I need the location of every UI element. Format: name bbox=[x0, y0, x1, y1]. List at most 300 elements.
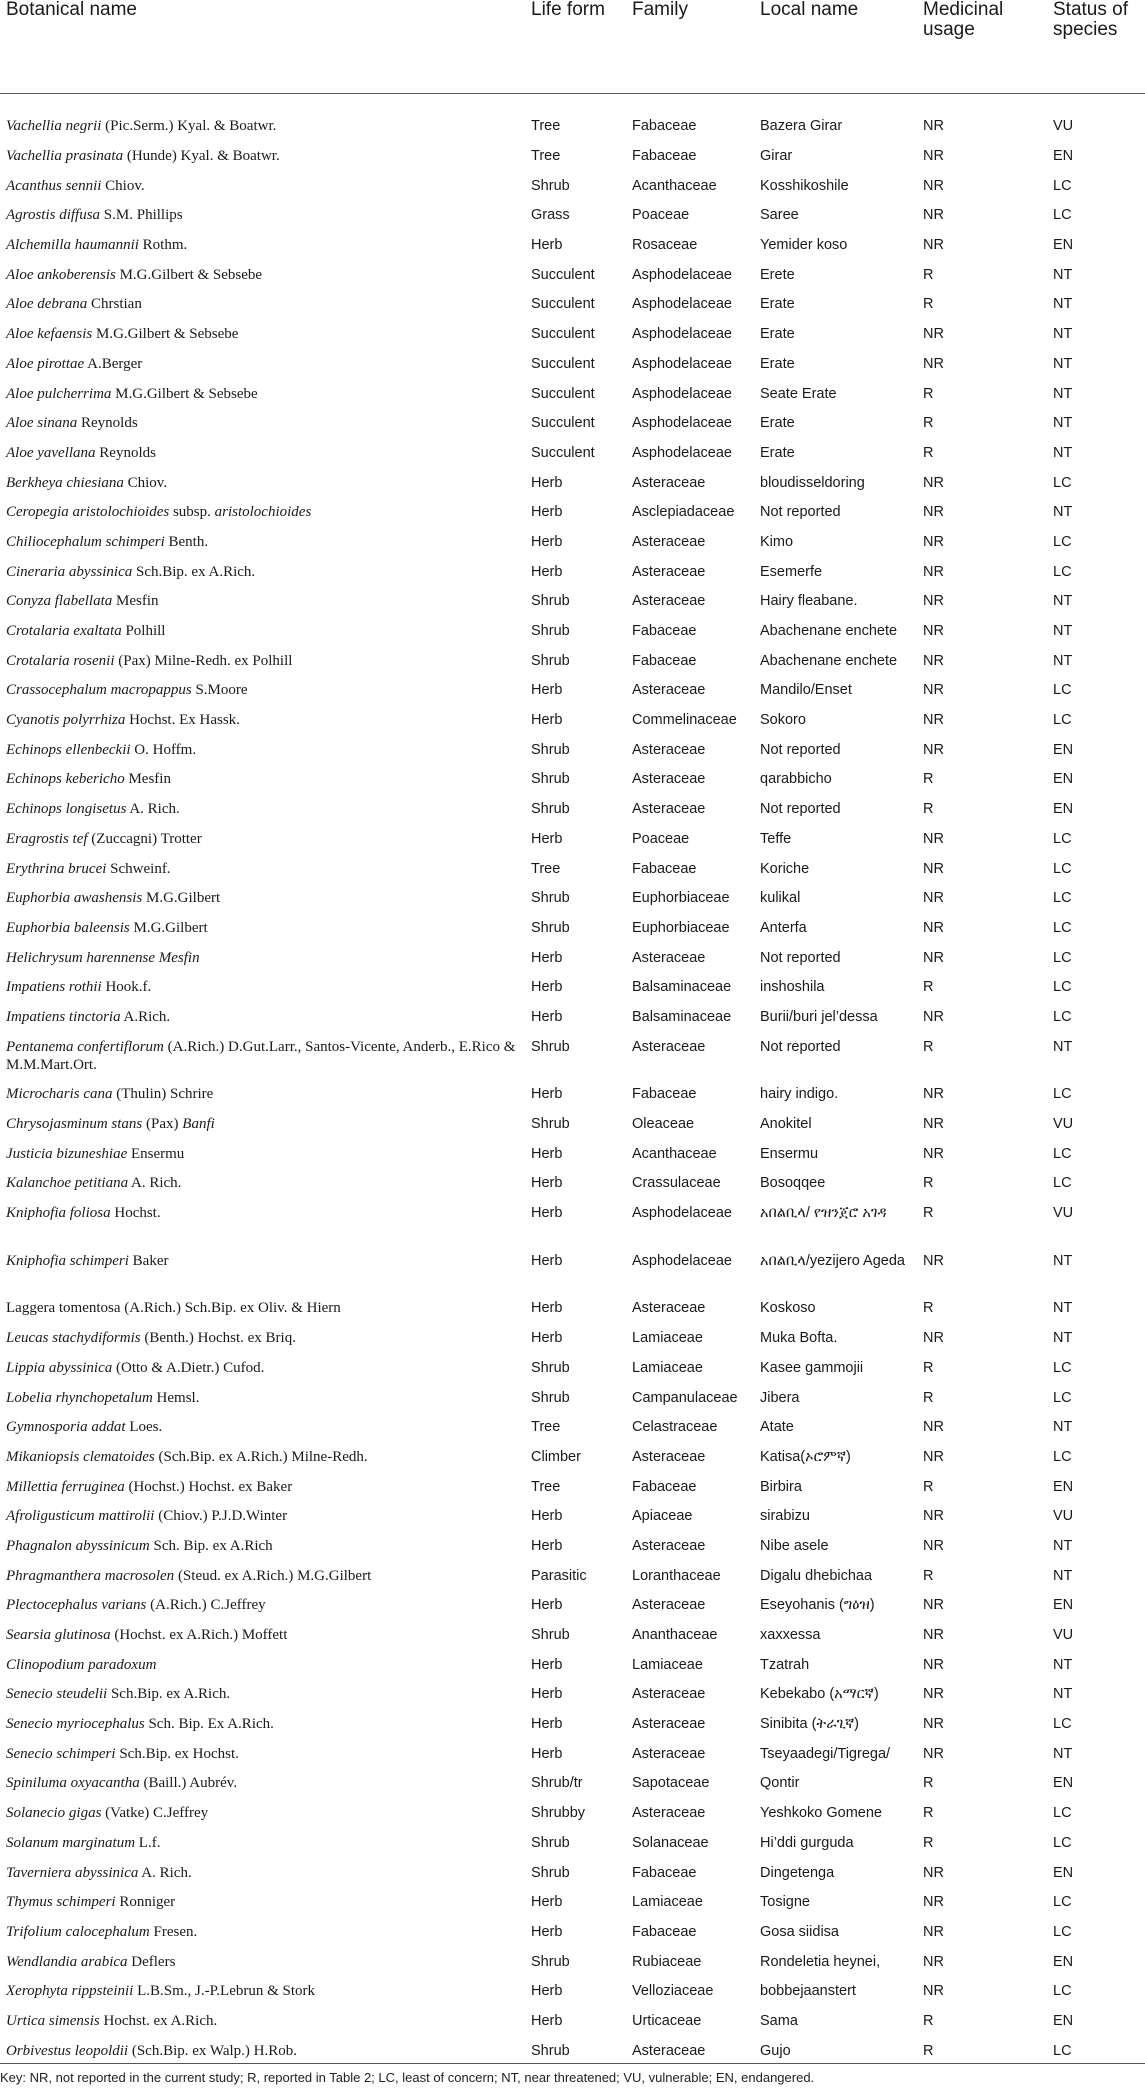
cell-life-form: Tree bbox=[531, 118, 561, 134]
cell-status: NT bbox=[1053, 1567, 1073, 1584]
species-author: (Sch.Bip. ex Walp.) H.Rob. bbox=[128, 2042, 297, 2059]
species-author: Mesfin bbox=[112, 593, 159, 610]
cell-botanical-name bbox=[0, 1826, 525, 1856]
species-epithet: Plectocephalus varians bbox=[6, 1597, 147, 1614]
cell-medicinal-usage: NR bbox=[923, 326, 944, 343]
cell-family: Asteraceae bbox=[632, 741, 706, 758]
species-author: (Hochst. ex A.Rich.) Moffett bbox=[110, 1627, 288, 1643]
species-epithet: Crassocephalum macropappus bbox=[6, 682, 192, 699]
cell-family: Fabaceae bbox=[632, 1923, 697, 1940]
cell-medicinal-usage: NR bbox=[923, 1923, 944, 1940]
cell-botanical-name bbox=[0, 1766, 525, 1796]
cell-botanical-name bbox=[0, 93, 525, 139]
table-row bbox=[0, 258, 1145, 288]
cell-botanical-name bbox=[0, 673, 525, 703]
cell-botanical-name bbox=[0, 1470, 525, 1500]
table-row bbox=[0, 1974, 1145, 2004]
species-epithet: Erythrina brucei bbox=[6, 860, 107, 877]
cell-botanical-name bbox=[0, 584, 525, 614]
species-author: L.B.Sm., J.-P.Lebrun & Stork bbox=[133, 1983, 316, 2000]
cell-local-name: Sama bbox=[760, 2012, 798, 2029]
cell-family: Asphodelaceae bbox=[632, 296, 732, 313]
species-epithet: Euphorbia baleensis bbox=[6, 919, 130, 936]
cell-botanical-name bbox=[0, 1588, 525, 1618]
species-epithet: Urtica simensis bbox=[6, 2012, 100, 2029]
table-row bbox=[0, 1137, 1145, 1167]
table-row bbox=[0, 822, 1145, 852]
cell-medicinal-usage: NR bbox=[923, 1953, 944, 1970]
cell-local-name: Dingetenga bbox=[760, 1864, 835, 1881]
cell-medicinal-usage: R bbox=[923, 1175, 934, 1192]
cell-life-form: Succulent bbox=[531, 355, 595, 372]
cell-life-form: Grass bbox=[531, 207, 570, 224]
cell-life-form: Shrub bbox=[531, 593, 570, 610]
table-row bbox=[0, 1196, 1145, 1244]
cell-family: Asphodelaceae bbox=[632, 385, 732, 402]
cell-botanical-name bbox=[0, 1000, 525, 1030]
cell-medicinal-usage: NR bbox=[923, 1864, 944, 1881]
cell-life-form: Parasitic bbox=[531, 1567, 587, 1584]
cell-botanical-name bbox=[0, 1677, 525, 1707]
table-row bbox=[0, 525, 1145, 555]
cell-family: Acanthaceae bbox=[632, 1145, 717, 1162]
cell-status: NT bbox=[1053, 385, 1073, 402]
cell-medicinal-usage: NR bbox=[923, 1656, 944, 1673]
cell-local-name: አበልቢላ/ የዝንጀሮ አገዳ bbox=[760, 1205, 887, 1222]
cell-life-form: Herb bbox=[531, 949, 563, 966]
cell-life-form: Herb bbox=[531, 1086, 563, 1103]
cell-life-form: Shrub bbox=[531, 741, 570, 758]
cell-life-form: Shrubby bbox=[531, 1805, 586, 1822]
cell-status: LC bbox=[1053, 1359, 1072, 1376]
species-epithet: Millettia ferruginea bbox=[6, 1478, 125, 1495]
cell-status: NT bbox=[1053, 1038, 1073, 1055]
cell-local-name: Ensermu bbox=[760, 1145, 819, 1162]
cell-life-form: Herb bbox=[531, 1537, 563, 1554]
cell-botanical-name bbox=[0, 1077, 525, 1107]
species-epithet: Senecio steudelii bbox=[6, 1686, 108, 1703]
cell-medicinal-usage: NR bbox=[923, 1537, 944, 1554]
cell-family: Asteraceae bbox=[632, 593, 706, 610]
species-author: Polhill bbox=[121, 623, 166, 639]
species-epithet: Agrostis diffusa bbox=[6, 207, 101, 224]
cell-local-name: sirabizu bbox=[760, 1508, 810, 1525]
cell-local-name: Koskoso bbox=[760, 1300, 816, 1317]
cell-local-name: Erate bbox=[760, 444, 795, 461]
table-row bbox=[0, 733, 1145, 763]
cell-local-name: Gosa siidisa bbox=[760, 1923, 839, 1940]
cell-status: LC bbox=[1053, 1008, 1072, 1025]
cell-medicinal-usage: NR bbox=[923, 593, 944, 610]
cell-status: LC bbox=[1053, 860, 1072, 877]
cell-life-form: Herb bbox=[531, 1508, 563, 1525]
cell-local-name: Saree bbox=[760, 207, 799, 224]
species-author: S.M. Phillips bbox=[100, 207, 183, 224]
table-row bbox=[0, 1410, 1145, 1440]
cell-local-name: Sinibita (ትራጊኛ) bbox=[760, 1716, 860, 1733]
cell-local-name: Eseyohanis (ግዕዝ) bbox=[760, 1597, 875, 1614]
cell-local-name: xaxxessa bbox=[760, 1627, 821, 1643]
cell-botanical-name bbox=[0, 1648, 525, 1678]
cell-family: Campanulaceae bbox=[632, 1389, 738, 1406]
species-author: (Otto & A.Dietr.) Cufod. bbox=[112, 1359, 265, 1376]
cell-life-form: Shrub bbox=[525, 2034, 626, 2064]
cell-status: LC bbox=[1053, 474, 1072, 491]
species-epithet: Chiliocephalum schimperi bbox=[6, 533, 165, 550]
species-epithet: Cyanotis polyrrhiza bbox=[6, 712, 126, 729]
cell-life-form: Herb bbox=[531, 1983, 563, 2000]
cell-local-name: Mandilo/Enset bbox=[760, 682, 852, 699]
species-author: Chrstian bbox=[87, 296, 142, 313]
cell-local-name: Qontir bbox=[760, 1775, 800, 1792]
cell-status: LC bbox=[1053, 207, 1072, 224]
cell-status: VU bbox=[1053, 1205, 1074, 1222]
cell-status: NT bbox=[1053, 355, 1073, 372]
cell-botanical-name bbox=[0, 881, 525, 911]
cell-botanical-name bbox=[0, 762, 525, 792]
cell-family: Asteraceae bbox=[632, 533, 706, 550]
cell-status: NT bbox=[1053, 1656, 1073, 1673]
species-author: M.G.Gilbert bbox=[129, 919, 208, 936]
cell-botanical-name bbox=[0, 555, 525, 585]
cell-status: LC bbox=[1053, 1834, 1072, 1851]
cell-life-form: Succulent bbox=[531, 385, 595, 402]
cell-botanical-name bbox=[0, 317, 525, 347]
cell-botanical-name bbox=[0, 1885, 525, 1915]
cell-local-name: Yemider koso bbox=[760, 237, 848, 254]
cell-botanical-name bbox=[0, 198, 525, 228]
table-row bbox=[0, 1529, 1145, 1559]
species-author: O. Hoffm. bbox=[130, 741, 197, 758]
cell-status: NT bbox=[1053, 504, 1073, 521]
cell-botanical-name bbox=[0, 792, 525, 822]
species-epithet: Crotalaria exaltata bbox=[6, 623, 122, 639]
species-author: (Baill.) Aubrév. bbox=[139, 1775, 238, 1792]
cell-medicinal-usage: NR bbox=[923, 1252, 944, 1269]
cell-botanical-name bbox=[0, 822, 525, 852]
cell-medicinal-usage: NR bbox=[923, 1508, 944, 1525]
cell-life-form: Succulent bbox=[531, 326, 595, 343]
cell-medicinal-usage: NR bbox=[923, 1008, 944, 1025]
cell-botanical-name bbox=[0, 1291, 525, 1321]
cell-life-form: Tree bbox=[531, 860, 561, 877]
cell-botanical-name bbox=[0, 1410, 525, 1440]
cell-family: Asteraceae bbox=[632, 949, 706, 966]
cell-family: Velloziaceae bbox=[632, 1983, 714, 2000]
table-row bbox=[0, 1166, 1145, 1196]
species-epithet: Kniphofia schimperi bbox=[6, 1252, 129, 1269]
cell-family: Asteraceae bbox=[632, 1716, 706, 1733]
cell-family: Fabaceae bbox=[632, 652, 697, 669]
cell-medicinal-usage: NR bbox=[923, 860, 944, 877]
species-author: (Vatke) C.Jeffrey bbox=[101, 1805, 209, 1822]
table-row bbox=[0, 347, 1145, 377]
cell-botanical-name bbox=[0, 377, 525, 407]
cell-medicinal-usage: NR bbox=[923, 355, 944, 372]
cell-family: Apiaceae bbox=[632, 1508, 693, 1525]
cell-botanical-name bbox=[0, 1321, 525, 1351]
table-row bbox=[0, 1000, 1145, 1030]
cell-medicinal-usage: NR bbox=[923, 830, 944, 847]
cell-botanical-name bbox=[0, 347, 525, 377]
species-author: M.G.Gilbert & Sebsebe bbox=[115, 266, 263, 283]
cell-local-name: Teffe bbox=[760, 830, 792, 847]
species-author: L.f. bbox=[135, 1834, 161, 1851]
table-row bbox=[0, 1351, 1145, 1381]
cell-family: Asteraceae bbox=[632, 682, 706, 699]
species-author: Benth. bbox=[164, 533, 209, 550]
cell-medicinal-usage: R bbox=[923, 444, 934, 461]
cell-local-name: አበልቢላ/yezijero Ageda bbox=[760, 1252, 905, 1269]
species-epithet: Trifolium calocephalum bbox=[6, 1923, 150, 1940]
species-epithet: Cineraria abyssinica bbox=[6, 563, 133, 580]
cell-status: LC bbox=[1053, 1805, 1072, 1822]
species-epithet-secondary: aristolochioides bbox=[214, 504, 312, 521]
cell-life-form: Herb bbox=[531, 1597, 563, 1614]
species-epithet: Thymus schimperi bbox=[6, 1894, 116, 1911]
cell-local-name: Kebekabo (አማርኛ) bbox=[760, 1686, 879, 1703]
cell-botanical-name bbox=[0, 139, 525, 169]
species-epithet: Aloe kefaensis bbox=[6, 326, 93, 343]
species-epithet-secondary: Banfi bbox=[182, 1116, 215, 1132]
species-epithet: Xerophyta rippsteinii bbox=[6, 1983, 134, 2000]
cell-status: LC bbox=[1053, 949, 1072, 966]
cell-status: VU bbox=[1053, 1508, 1074, 1525]
cell-life-form: Tree bbox=[531, 1478, 561, 1495]
cell-botanical-name bbox=[0, 1945, 525, 1975]
cell-medicinal-usage: R bbox=[923, 296, 934, 313]
cell-botanical-name bbox=[0, 1499, 525, 1529]
cell-botanical-name bbox=[0, 1915, 525, 1945]
cell-medicinal-usage: R bbox=[923, 1038, 934, 1055]
cell-family: Oleaceae bbox=[632, 1116, 695, 1132]
cell-medicinal-usage: R bbox=[923, 771, 934, 788]
species-epithet: Chrysojasminum stans bbox=[6, 1116, 143, 1132]
cell-medicinal-usage: NR bbox=[923, 1745, 944, 1762]
species-epithet: Kalanchoe petitiana bbox=[6, 1175, 129, 1192]
cell-status: LC bbox=[1053, 1983, 1072, 2000]
cell-local-name: Abachenane enchete bbox=[760, 623, 898, 639]
cell-botanical-name bbox=[0, 525, 525, 555]
species-epithet: Eragrostis tef bbox=[6, 830, 88, 847]
table-row bbox=[0, 228, 1145, 258]
species-author: Rothm. bbox=[138, 237, 188, 254]
species-epithet: Pentanema confertiflorum bbox=[6, 1038, 164, 1055]
cell-medicinal-usage: R bbox=[923, 1300, 934, 1317]
table-row bbox=[0, 1321, 1145, 1351]
table-row bbox=[0, 911, 1145, 941]
cell-botanical-name bbox=[0, 1559, 525, 1589]
cell-status: LC bbox=[1053, 830, 1072, 847]
header-status: Status of species bbox=[1047, 0, 1145, 93]
table-row bbox=[0, 555, 1145, 585]
cell-family: Asteraceae bbox=[632, 563, 706, 580]
cell-medicinal-usage: R bbox=[923, 979, 934, 996]
cell-botanical-name bbox=[0, 2034, 525, 2064]
table-row bbox=[0, 436, 1145, 466]
species-epithet: Crotalaria rosenii bbox=[6, 652, 115, 669]
cell-life-form: Shrub bbox=[531, 1038, 570, 1055]
cell-local-name: Kasee gammojii bbox=[760, 1359, 864, 1376]
species-author: Loes. bbox=[125, 1419, 163, 1436]
cell-status: NT bbox=[1053, 296, 1073, 313]
cell-life-form: Herb bbox=[531, 2012, 563, 2029]
cell-local-name: Sokoro bbox=[760, 712, 806, 729]
species-author: (Hochst.) Hochst. ex Baker bbox=[124, 1478, 293, 1495]
cell-medicinal-usage: R bbox=[923, 266, 934, 283]
cell-local-name: Atate bbox=[760, 1419, 794, 1436]
cell-family: Fabaceae bbox=[632, 623, 697, 639]
cell-life-form: Climber bbox=[531, 1448, 581, 1465]
cell-life-form: Herb bbox=[531, 830, 563, 847]
cell-status: EN bbox=[1053, 741, 1074, 758]
species-author: M.G.Gilbert & Sebsebe bbox=[92, 326, 239, 343]
cell-local-name: Tosigne bbox=[760, 1894, 810, 1911]
cell-status: NT bbox=[1053, 1330, 1073, 1347]
table-row bbox=[0, 1588, 1145, 1618]
species-epithet: Senecio schimperi bbox=[6, 1745, 116, 1762]
cell-local-name: Not reported bbox=[760, 504, 841, 521]
cell-family: Fabaceae bbox=[632, 1478, 697, 1495]
table-row bbox=[0, 1291, 1145, 1321]
cell-life-form: Shrub bbox=[531, 890, 570, 907]
cell-medicinal-usage: NR bbox=[923, 1448, 944, 1465]
cell-medicinal-usage: NR bbox=[923, 682, 944, 699]
species-author: (Thulin) Schrire bbox=[112, 1086, 214, 1103]
species-epithet: Aloe pulcherrima bbox=[6, 385, 112, 402]
cell-local-name: kulikal bbox=[760, 890, 801, 907]
cell-medicinal-usage: NR bbox=[923, 237, 944, 254]
cell-status: LC bbox=[1053, 1389, 1072, 1406]
cell-medicinal-usage: R bbox=[923, 1205, 934, 1222]
cell-life-form: Shrub bbox=[531, 177, 570, 194]
cell-botanical-name bbox=[0, 1440, 525, 1470]
cell-local-name: Hairy fleabane. bbox=[760, 593, 858, 610]
cell-local-name: Not reported bbox=[760, 1038, 841, 1055]
cell-life-form: Shrub bbox=[531, 801, 570, 818]
species-epithet: Solanecio gigas bbox=[6, 1805, 102, 1822]
species-author: (Zuccagni) Trotter bbox=[87, 830, 202, 847]
cell-life-form: Herb bbox=[531, 1300, 563, 1317]
species-epithet: Euphorbia awashensis bbox=[6, 890, 143, 907]
species-epithet: Lippia abyssinica bbox=[6, 1359, 113, 1376]
species-author: Sch.Bip. ex A.Rich. bbox=[107, 1686, 231, 1703]
table-row bbox=[0, 1559, 1145, 1589]
species-epithet: Aloe sinana bbox=[6, 415, 78, 432]
cell-life-form: Succulent bbox=[531, 415, 595, 432]
cell-medicinal-usage: R bbox=[923, 1359, 934, 1376]
cell-family: Solanaceae bbox=[632, 1834, 709, 1851]
cell-family: Rubiaceae bbox=[632, 1953, 702, 1970]
cell-life-form: Shrub bbox=[531, 623, 570, 639]
cell-family: Asteraceae bbox=[632, 771, 706, 788]
header-medicinal-usage: Medicinal usage bbox=[917, 0, 1047, 93]
cell-life-form: Shrub bbox=[531, 919, 570, 936]
cell-botanical-name bbox=[0, 436, 525, 466]
cell-local-name: Koriche bbox=[760, 860, 810, 877]
cell-local-name: Anokitel bbox=[760, 1116, 812, 1132]
cell-botanical-name bbox=[0, 228, 525, 258]
cell-local-name: Esemerfe bbox=[760, 563, 823, 580]
cell-botanical-name bbox=[0, 644, 525, 674]
cell-botanical-name bbox=[0, 941, 525, 971]
species-author: Sch.Bip. ex A.Rich. bbox=[132, 563, 256, 580]
table-row bbox=[0, 970, 1145, 1000]
species-epithet: Helichrysum harennense Mesfin bbox=[6, 949, 200, 966]
cell-local-name: Digalu dhebichaa bbox=[760, 1567, 873, 1584]
cell-status: NT bbox=[1053, 1745, 1073, 1762]
cell-medicinal-usage: R bbox=[923, 415, 934, 432]
cell-local-name: Katisa(ኦሮምኛ) bbox=[760, 1448, 851, 1465]
cell-family: Asteraceae bbox=[626, 2034, 754, 2064]
cell-medicinal-usage: NR bbox=[923, 207, 944, 224]
cell-local-name: inshoshila bbox=[760, 979, 825, 996]
cell-medicinal-usage: R bbox=[917, 2034, 1047, 2064]
cell-family: Asclepiadaceae bbox=[632, 504, 735, 521]
cell-medicinal-usage: NR bbox=[923, 1597, 944, 1614]
species-author: Hook.f. bbox=[101, 979, 152, 996]
species-epithet: Phragmanthera macrosolen bbox=[6, 1567, 175, 1584]
cell-medicinal-usage: NR bbox=[923, 563, 944, 580]
cell-medicinal-usage: NR bbox=[923, 712, 944, 729]
cell-botanical-name bbox=[0, 733, 525, 763]
table-header bbox=[0, 0, 1145, 93]
cell-family: Lamiaceae bbox=[632, 1359, 703, 1376]
table-row bbox=[0, 1737, 1145, 1767]
species-epithet: Afroligusticum mattirolii bbox=[6, 1508, 155, 1525]
cell-status: LC bbox=[1047, 2034, 1145, 2064]
cell-local-name: Erate bbox=[760, 326, 795, 343]
species-epithet: Solanum marginatum bbox=[6, 1834, 136, 1851]
cell-life-form: Herb bbox=[531, 712, 563, 729]
cell-life-form: Herb bbox=[531, 1716, 563, 1733]
table-row bbox=[0, 673, 1145, 703]
species-epithet: Aloe yavellana bbox=[6, 444, 96, 461]
cell-family: Asteraceae bbox=[632, 1537, 706, 1554]
cell-medicinal-usage: R bbox=[923, 1478, 934, 1495]
header-botanical-name: Botanical name bbox=[0, 0, 525, 93]
table-row bbox=[0, 941, 1145, 971]
cell-family: Asphodelaceae bbox=[632, 266, 732, 283]
species-epithet: Vachellia prasinata bbox=[6, 148, 124, 164]
table-key-footnote: Key: NR, not reported in the current study; R, reported in Table 2; LC, least of concern; NT, near threatened; VU, vulnerable; EN, endangered. bbox=[0, 2070, 815, 2085]
species-author: Sch.Bip. ex Hochst. bbox=[115, 1745, 239, 1762]
cell-status: LC bbox=[1053, 1175, 1072, 1192]
cell-medicinal-usage: NR bbox=[923, 148, 944, 164]
species-epithet: Leucas stachydiformis bbox=[6, 1330, 141, 1347]
cell-life-form: Herb bbox=[531, 1252, 563, 1269]
cell-life-form: Herb bbox=[531, 563, 563, 580]
cell-local-name: Gujo bbox=[754, 2034, 917, 2064]
cell-family: Asphodelaceae bbox=[632, 355, 732, 372]
cell-botanical-name bbox=[0, 495, 525, 525]
cell-family: Balsaminaceae bbox=[632, 1008, 732, 1025]
cell-family: Fabaceae bbox=[632, 118, 697, 134]
cell-life-form: Herb bbox=[531, 1008, 563, 1025]
species-author: (Chiov.) P.J.D.Winter bbox=[154, 1508, 288, 1525]
cell-status: NT bbox=[1053, 623, 1073, 639]
cell-status: LC bbox=[1053, 177, 1072, 194]
cell-local-name: qarabbicho bbox=[760, 771, 832, 788]
cell-botanical-name bbox=[0, 169, 525, 199]
cell-medicinal-usage: NR bbox=[923, 177, 944, 194]
cell-family: Asteraceae bbox=[632, 1038, 706, 1055]
cell-status: LC bbox=[1053, 712, 1072, 729]
table-row bbox=[0, 2034, 1145, 2064]
table-body bbox=[0, 93, 1145, 2063]
species-author: M.G.Gilbert & Sebsebe bbox=[111, 385, 258, 402]
cell-botanical-name bbox=[0, 911, 525, 941]
